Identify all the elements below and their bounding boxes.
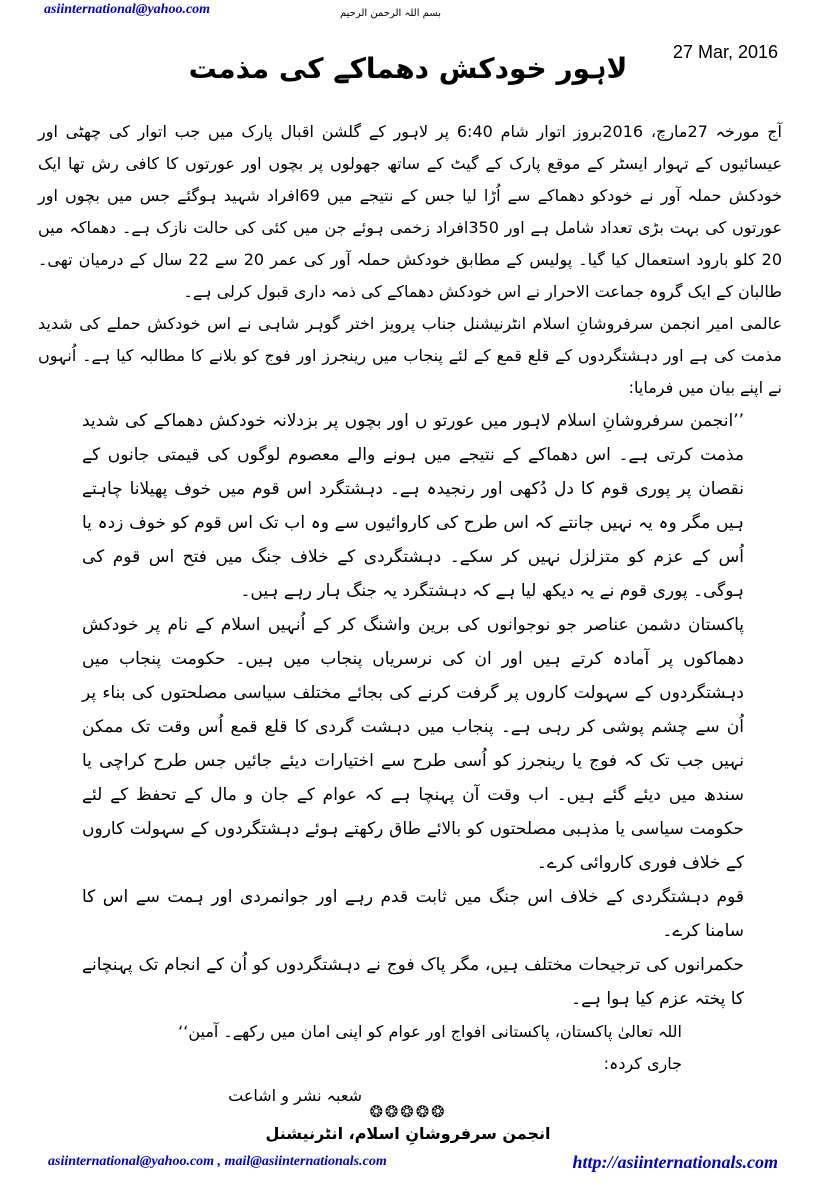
header-email: asiinternational@yahoo.com: [44, 2, 211, 17]
department-signature: شعبہ نشر و اشاعت: [228, 1086, 362, 1105]
bismillah: بسم اللہ الرحمن الرحیم: [340, 8, 442, 19]
paragraph-2: عالمی امیر انجمن سرفروشانِ اسلام انٹرنیشنل جناب پرویز اختر گوہر شاہی نے اس خودکش حملے کی شدید مذمت کی ہے اور دہشتگردوں کے قلع قمع کے لئے پنجاب میں رینجرز اور فوج کو بلانے کا مطالبہ کیا ہے۔ اُنہوں نے اپنے بیان میں فرمایا:: [38, 314, 782, 397]
article-body: [38, 116, 782, 1112]
date: 27 Mar, 2016: [672, 42, 778, 62]
closing-prayer: اللہ تعالیٰ پاکستان، پاکستانی افواج اور عوام کو اپنی امان میں رکھے۔ آمین‘‘: [178, 1022, 682, 1041]
paragraph-5: حکمرانوں کی ترجیحات مختلف ہیں، مگر پاک فوج نے دہشتگردوں کو اُن کے انجام تک پہنچانے کا پختہ عزم کیا ہوا ہے۔: [82, 955, 744, 1009]
paragraph-3: پاکستان دشمن عناصر جو نوجوانوں کی برین واشنگ کر کے اُنہیں اسلام کے نام پر خودکش دھماکوں پر آمادہ کرتے ہیں اور ان کی نرسریاں پنجاب میں ہیں۔ حکومت پنجاب میں دہشتگردوں کے سہولت کاروں پر گرفت کرنے کی بجائے مختلف سیاسی مصلحتوں کی بناء پر اُن سے چشم پوشی کر رہی ہے۔ پنجاب میں دہشت گردی کا قلع قمع اُس وقت تک ممکن نہیں جب تک کہ فوج یا رینجرز کو اُسی طرح سے اختیارات دیئے جائیں جس طرح کراچی یا سندھ میں دیئے گئے ہیں۔ اب وقت آن پہنچا ہے کہ عوام کے جان و مال کے تحفظ کے لئے حکومت سیاسی یا مذہبی مصلحتوں کو بالائے طاق رکھتے ہوئے دہشتگردوں کے سہولت کاروں کے خلاف فوری کاروائی کرے۔: [82, 615, 744, 873]
paragraph-1: آج مورخہ 27مارچ، 2016بروز اتوار شام 6:40 پر لاہور کے گلشن اقبال پارک میں جب اتوار کی چھٹی اور عیسائیوں کے تہوار ایسٹر کے موقع پارک کے گیٹ کے ساتھ جھولوں پر بچوں اور عورتوں کا کافی رش تھا ایک خودکش حملہ آور نے خودکو دھماکے سے اُڑا لیا جس کے نتیجے میں 69افراد شہید ہوگئے جس میں بچوں اور عورتوں کی بہت بڑی تعداد شامل ہے اور 350افراد زخمی ہوئے جن میں کئی کی حالت نازک ہے۔ دھماکہ میں 20 کلو بارود استعمال کیا گیا۔ پولیس کے مطابق خودکش حملہ آور کی عمر 20 سے 22 سال کے درمیان تھی۔ طالبان کے ایک گروہ جماعت الاحرار نے اس خودکش دھماکے کی ذمہ داری قبول کرلی ہے۔: [38, 122, 783, 301]
quote-paragraph: ’’انجمن سرفروشانِ اسلام لاہور میں عورتو ں اور بچوں پر بزدلانہ خودکش دھماکے کی شدید مذمت کرتی ہے۔ اس دھماکے کے نتیجے میں ہونے والے معصوم لوگوں کی قیمتی جانوں کے نقصان پر پوری قوم کا دل دُکھی اور رنجیدہ ہے۔ دہشتگرد اس قوم میں خوف پھیلانا چاہتے ہیں مگر وہ یہ نہیں جانتے کہ اس طرح کی کاروائیوں سے وہ اب تک اس قوم کو خوف زدہ یا اُس کے عزم کو متزلزل نہیں کر سکے۔ دہشتگردی کے خلاف جنگ میں فتح اس قوم کی ہوگی۔ پوری قوم نے یہ دیکھ لیا ہے کہ دہشتگرد یہ جنگ ہار رہے ہیں۔: [82, 411, 744, 601]
page-title: لاہور خودکش دھماکے کی مذمت: [188, 52, 628, 85]
footer-emails[interactable]: asiinternational@yahoo.com , mail@asiinternationals.com: [48, 1154, 387, 1169]
paragraph-4: قوم دہشتگردی کے خلاف اس جنگ میں ثابت قدم رہے اور جوانمردی اور ہمت سے اس کا سامنا کرے۔: [82, 887, 744, 941]
footer-website-link[interactable]: http://asiinternationals.com: [572, 1152, 778, 1172]
organization-name: انجمن سرفروشانِ اسلام، انٹرنیشنل: [265, 1124, 551, 1143]
decorative-stars: ❂❂❂❂❂: [369, 1102, 447, 1121]
issued-by: جاری کردہ:: [603, 1054, 682, 1073]
